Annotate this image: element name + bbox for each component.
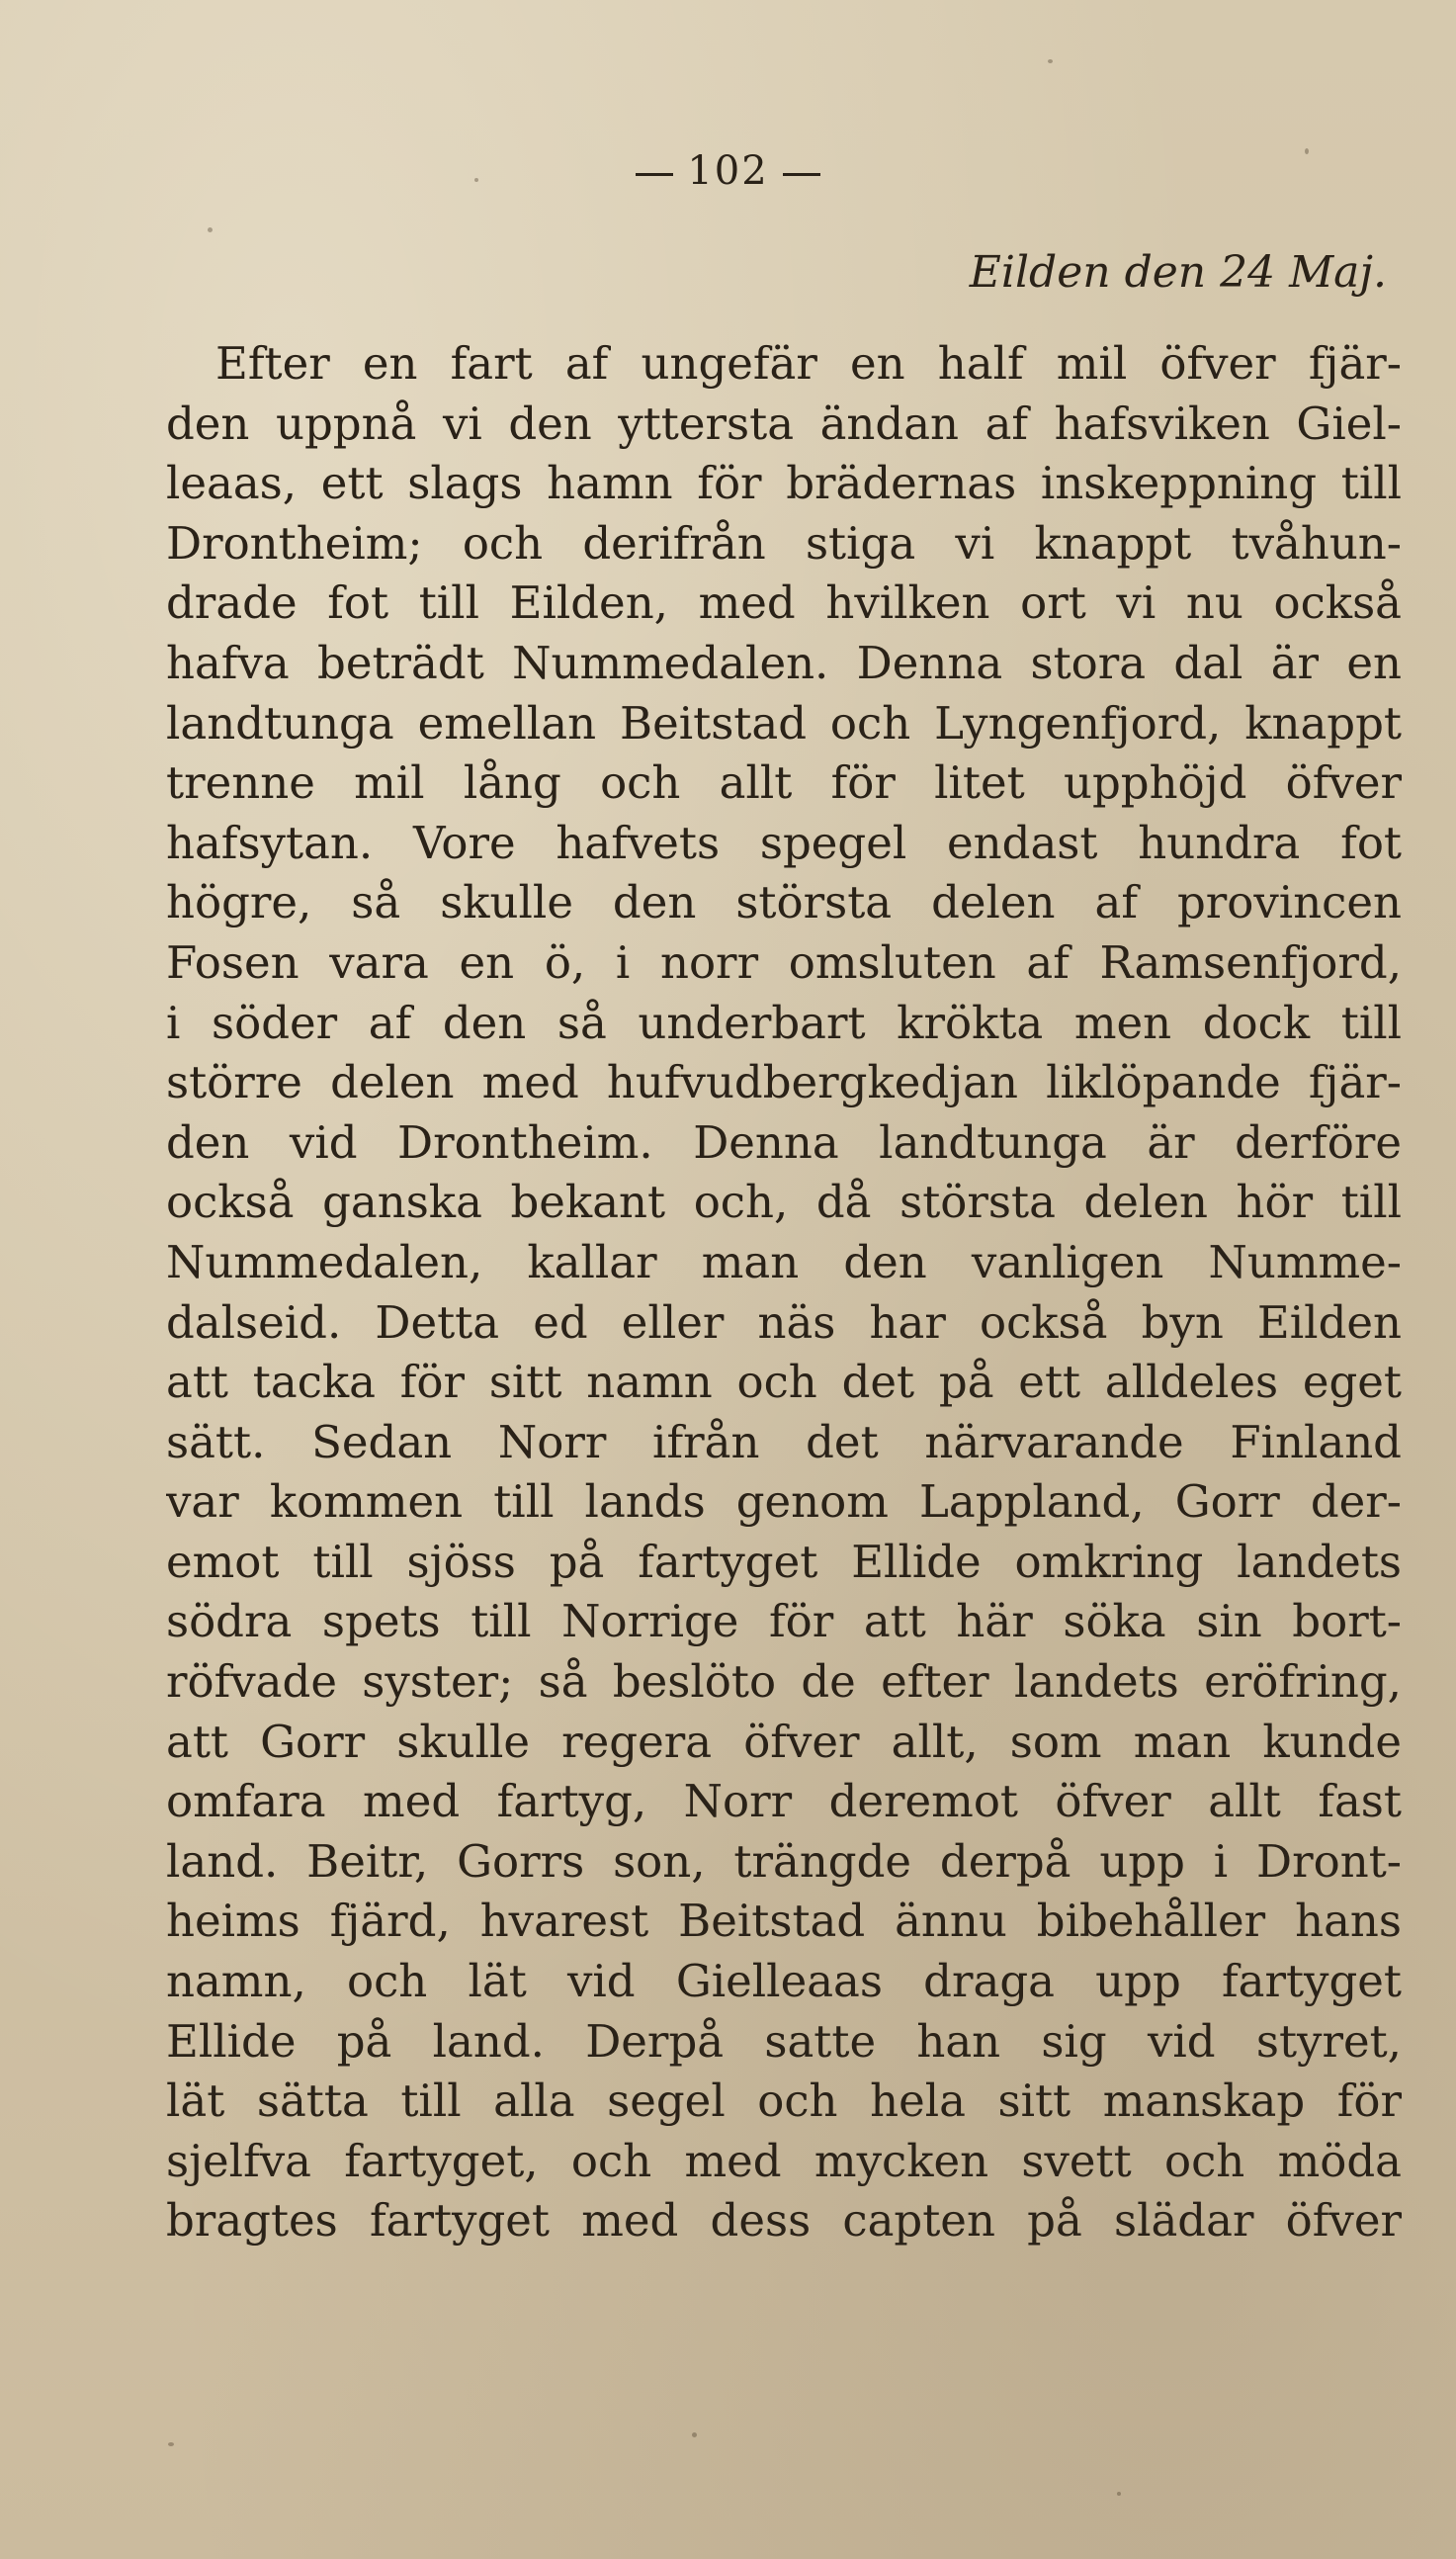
paper-speck (1117, 2492, 1121, 2496)
paper-speck (692, 2432, 697, 2437)
text-line: var kommen till lands genom Lappland, Gorr der- (166, 1475, 1402, 1529)
body-text (166, 334, 1402, 2251)
text-line: land. Beitr, Gorrs son, trängde derpå upp i Dront- (166, 1834, 1402, 1888)
text-line: omfara med fartyg, Norr deremot öfver allt fast (166, 1775, 1402, 1828)
text-line: hafva beträdt Nummedalen. Denna stora dal är en (166, 636, 1402, 689)
paper-speck (1048, 59, 1053, 63)
text-line: bragtes fartyget med dess capten på slädar öfver (166, 2194, 1402, 2248)
page-number-dash-right (783, 173, 820, 176)
text-line: hafsytan. Vore hafvets spegel endast hundra fot (166, 816, 1402, 869)
text-line: högre, så skulle den största delen af provincen (166, 876, 1402, 929)
text-line: drade fot till Eilden, med hvilken ort vi nu också (166, 576, 1402, 630)
text-line: emot till sjöss på fartyget Ellide omkring landets (166, 1535, 1402, 1588)
text-line: den vid Drontheim. Denna landtunga är derföre (166, 1115, 1402, 1169)
text-line: leaas, ett slags hamn för brädernas inskeppning till (166, 457, 1402, 510)
text-line: lät sätta till alla segel och hela sitt manskap för (166, 2074, 1402, 2128)
text-line: Drontheim; och derifrån stiga vi knappt tvåhun- (166, 516, 1402, 570)
text-line: sätt. Sedan Norr ifrån det närvarande Finland (166, 1415, 1402, 1468)
page-number-dash-left (636, 173, 673, 176)
page-number (0, 148, 1456, 194)
text-line: Ellide på land. Derpå satte han sig vid styret, (166, 2014, 1402, 2068)
text-line: dalseid. Detta ed eller näs har också byn Eilden (166, 1295, 1402, 1349)
text-line: Nummedalen, kallar man den vanligen Numme- (166, 1235, 1402, 1288)
paper-speck (168, 2442, 174, 2446)
page-number-value: 102 (687, 148, 769, 194)
text-line: större delen med hufvudbergkedjan liklöpande fjär- (166, 1056, 1402, 1109)
paper-speck (208, 227, 213, 232)
text-line: i söder af den så underbart krökta men dock till (166, 996, 1402, 1049)
text-line: att Gorr skulle regera öfver allt, som man kunde (166, 1715, 1402, 1768)
text-line: trenne mil lång och allt för litet upphöjd öfver (166, 756, 1402, 810)
text-line: heims fjärd, hvarest Beitstad ännu bibehåller hans (166, 1895, 1402, 1948)
text-line: Efter en fart af ungefär en half mil öfver fjär- (215, 337, 1402, 390)
text-line: sjelfva fartyget, och med mycken svett och möda (166, 2134, 1402, 2187)
text-line: södra spets till Norrige för att här söka sin bort- (166, 1595, 1402, 1648)
text-line: landtunga emellan Beitstad och Lyngenfjord, knappt (166, 696, 1402, 750)
text-line: namn, och lät vid Gielleaas draga upp fartyget (166, 1955, 1402, 2008)
dateline: Eilden den 24 Maj. (969, 247, 1387, 298)
text-line: också ganska bekant och, då största delen hör till (166, 1176, 1402, 1229)
text-line: den uppnå vi den yttersta ändan af hafsviken Giel- (166, 397, 1402, 450)
text-line: Fosen vara en ö, i norr omsluten af Ramsenfjord, (166, 935, 1402, 989)
text-line: röfvade syster; så beslöto de efter landets eröfring, (166, 1655, 1402, 1709)
text-line: att tacka för sitt namn och det på ett alldeles eget (166, 1356, 1402, 1409)
